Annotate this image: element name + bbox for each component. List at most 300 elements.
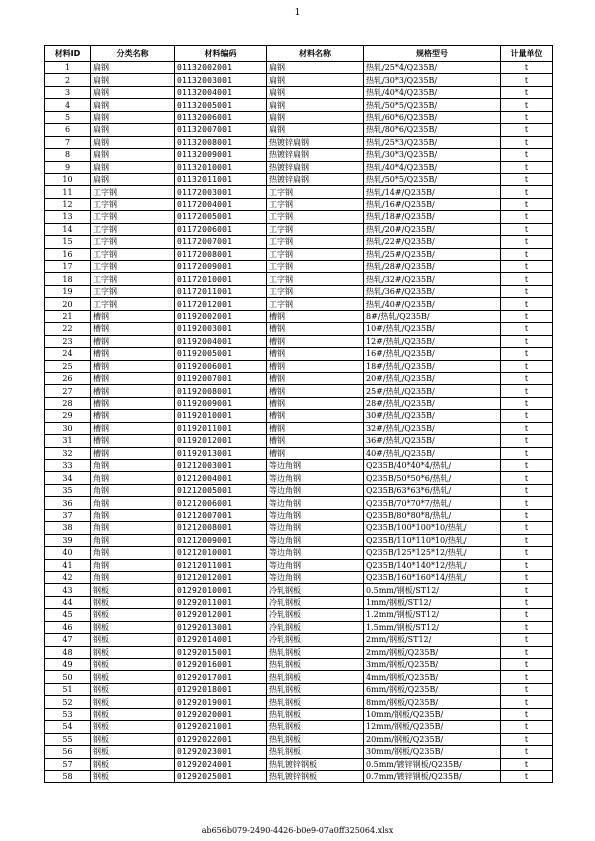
cell-material-name: 槽钢 [267,372,364,384]
cell-material-id: 11 [45,186,91,198]
cell-category-name: 扁钢 [91,74,175,86]
cell-material-name: 等边角钢 [267,534,364,546]
cell-material-id: 58 [45,770,91,782]
table-row [45,721,553,733]
table-row [45,634,553,646]
table-row [45,273,553,285]
cell-material-id: 40 [45,547,91,559]
table-row [45,696,553,708]
header-material-name: 材料名称 [267,46,364,62]
cell-material-id: 44 [45,596,91,608]
table-row [45,435,553,447]
cell-unit: t [501,410,553,422]
cell-material-id: 21 [45,310,91,322]
cell-material-name: 扁钢 [267,62,364,74]
table-row [45,323,553,335]
cell-unit: t [501,223,553,235]
table-row [45,74,553,86]
header-unit: 计量单位 [501,46,553,62]
cell-material-name: 等边角钢 [267,460,364,472]
cell-material-name: 等边角钢 [267,522,364,534]
cell-category-name: 工字钢 [91,298,175,310]
cell-material-name: 槽钢 [267,335,364,347]
cell-spec-model: 热轧/40*4/Q235B/ [364,86,501,98]
cell-category-name: 槽钢 [91,447,175,459]
cell-material-code: 01132007001 [175,124,267,136]
cell-spec-model: 热轧/40#/Q235B/ [364,298,501,310]
cell-category-name: 钢板 [91,758,175,770]
cell-category-name: 角钢 [91,497,175,509]
cell-unit: t [501,198,553,210]
cell-category-name: 角钢 [91,484,175,496]
cell-category-name: 扁钢 [91,124,175,136]
cell-unit: t [501,74,553,86]
table-row [45,310,553,322]
cell-spec-model: 20#/热轧/Q235B/ [364,372,501,384]
cell-material-name: 热镀锌扁钢 [267,161,364,173]
cell-material-code: 01212007001 [175,509,267,521]
cell-material-code: 01292012001 [175,609,267,621]
cell-material-code: 01212005001 [175,484,267,496]
cell-unit: t [501,484,553,496]
cell-material-name: 冷轧钢板 [267,621,364,633]
cell-category-name: 槽钢 [91,372,175,384]
table-row [45,198,553,210]
cell-material-id: 17 [45,261,91,273]
cell-material-code: 01132002001 [175,62,267,74]
cell-category-name: 槽钢 [91,435,175,447]
cell-spec-model: 32#/热轧/Q235B/ [364,422,501,434]
cell-category-name: 角钢 [91,547,175,559]
cell-material-name: 扁钢 [267,74,364,86]
cell-material-id: 35 [45,484,91,496]
table-row [45,708,553,720]
cell-material-name: 等边角钢 [267,509,364,521]
cell-unit: t [501,285,553,297]
cell-spec-model: 热轧/25*3/Q235B/ [364,136,501,148]
header-material-code: 材料编码 [175,46,267,62]
cell-material-id: 13 [45,211,91,223]
cell-material-code: 01292010001 [175,584,267,596]
cell-material-id: 37 [45,509,91,521]
cell-category-name: 槽钢 [91,310,175,322]
cell-material-code: 01192009001 [175,397,267,409]
cell-category-name: 钢板 [91,683,175,695]
cell-spec-model: 12mm/钢板/Q235B/ [364,721,501,733]
cell-material-code: 01172006001 [175,223,267,235]
cell-unit: t [501,522,553,534]
cell-material-name: 热轧钢板 [267,671,364,683]
table-row [45,460,553,472]
cell-material-id: 31 [45,435,91,447]
cell-unit: t [501,646,553,658]
cell-spec-model: Q235B/40*40*4/热轧/ [364,460,501,472]
cell-spec-model: 热轧/28#/Q235B/ [364,261,501,273]
cell-spec-model: 热轧/22#/Q235B/ [364,236,501,248]
table-row [45,173,553,185]
cell-material-name: 等边角钢 [267,571,364,583]
cell-material-id: 22 [45,323,91,335]
cell-spec-model: 热轧/40*4/Q235B/ [364,161,501,173]
table-row [45,236,553,248]
cell-material-code: 01172009001 [175,261,267,273]
cell-material-name: 槽钢 [267,360,364,372]
table-row [45,261,553,273]
cell-spec-model: 10mm/钢板/Q235B/ [364,708,501,720]
cell-spec-model: 热轧/30*3/Q235B/ [364,74,501,86]
cell-spec-model: 20mm/钢板/Q235B/ [364,733,501,745]
table-row [45,161,553,173]
table-row [45,136,553,148]
cell-material-id: 43 [45,584,91,596]
cell-material-name: 槽钢 [267,410,364,422]
cell-category-name: 角钢 [91,559,175,571]
table-row [45,385,553,397]
table-row [45,671,553,683]
cell-unit: t [501,770,553,782]
cell-material-id: 5 [45,111,91,123]
cell-unit: t [501,509,553,521]
table-row [45,522,553,534]
cell-material-code: 01172004001 [175,198,267,210]
cell-material-code: 01132005001 [175,99,267,111]
cell-spec-model: 25#/热轧/Q235B/ [364,385,501,397]
table-row [45,683,553,695]
table-row [45,534,553,546]
cell-material-code: 01292024001 [175,758,267,770]
cell-material-code: 01292022001 [175,733,267,745]
cell-unit: t [501,62,553,74]
cell-category-name: 钢板 [91,746,175,758]
cell-category-name: 扁钢 [91,149,175,161]
cell-spec-model: 8mm/钢板/Q235B/ [364,696,501,708]
cell-material-code: 01172003001 [175,186,267,198]
cell-spec-model: 热轧/18#/Q235B/ [364,211,501,223]
cell-material-code: 01132006001 [175,111,267,123]
cell-material-name: 热轧钢板 [267,721,364,733]
cell-spec-model: 18#/热轧/Q235B/ [364,360,501,372]
cell-unit: t [501,86,553,98]
cell-material-code: 01172007001 [175,236,267,248]
cell-category-name: 工字钢 [91,236,175,248]
cell-unit: t [501,534,553,546]
cell-material-code: 01192011001 [175,422,267,434]
cell-material-code: 01192002001 [175,310,267,322]
cell-spec-model: Q235B/100*100*10/热轧/ [364,522,501,534]
cell-material-code: 01192007001 [175,372,267,384]
cell-material-id: 10 [45,173,91,185]
cell-material-name: 工字钢 [267,236,364,248]
cell-category-name: 工字钢 [91,211,175,223]
cell-spec-model: 28#/热轧/Q235B/ [364,397,501,409]
cell-category-name: 角钢 [91,509,175,521]
cell-material-id: 18 [45,273,91,285]
cell-unit: t [501,397,553,409]
cell-material-code: 01172011001 [175,285,267,297]
table-row [45,248,553,260]
cell-unit: t [501,236,553,248]
table-row [45,746,553,758]
cell-unit: t [501,609,553,621]
cell-material-code: 01192008001 [175,385,267,397]
cell-material-code: 01132008001 [175,136,267,148]
cell-material-id: 24 [45,348,91,360]
table-row [45,372,553,384]
table-row [45,596,553,608]
table-row [45,447,553,459]
table-row [45,223,553,235]
cell-unit: t [501,435,553,447]
cell-material-name: 等边角钢 [267,484,364,496]
table-row [45,571,553,583]
cell-material-name: 等边角钢 [267,472,364,484]
cell-material-name: 槽钢 [267,348,364,360]
cell-material-name: 工字钢 [267,285,364,297]
cell-material-id: 19 [45,285,91,297]
cell-spec-model: 36#/热轧/Q235B/ [364,435,501,447]
cell-material-name: 槽钢 [267,422,364,434]
cell-material-name: 热镀锌扁钢 [267,136,364,148]
cell-material-name: 热轧钢板 [267,733,364,745]
cell-material-id: 15 [45,236,91,248]
cell-category-name: 工字钢 [91,186,175,198]
cell-material-id: 28 [45,397,91,409]
cell-material-code: 01212009001 [175,534,267,546]
table-header-row [45,46,553,62]
cell-unit: t [501,460,553,472]
table-row [45,186,553,198]
table-row [45,99,553,111]
cell-material-id: 2 [45,74,91,86]
table-row [45,770,553,782]
cell-category-name: 工字钢 [91,248,175,260]
cell-spec-model: 4mm/钢板/Q235B/ [364,671,501,683]
cell-unit: t [501,721,553,733]
cell-material-name: 热镀锌扁钢 [267,173,364,185]
cell-material-name: 冷轧钢板 [267,634,364,646]
cell-material-id: 3 [45,86,91,98]
cell-unit: t [501,111,553,123]
cell-material-id: 33 [45,460,91,472]
cell-unit: t [501,758,553,770]
table-row [45,124,553,136]
cell-unit: t [501,161,553,173]
table-row [45,149,553,161]
cell-category-name: 工字钢 [91,285,175,297]
cell-material-code: 01212008001 [175,522,267,534]
cell-spec-model: 16#/热轧/Q235B/ [364,348,501,360]
cell-material-id: 47 [45,634,91,646]
cell-material-code: 01292014001 [175,634,267,646]
cell-material-name: 等边角钢 [267,547,364,559]
cell-material-name: 冷轧钢板 [267,584,364,596]
cell-material-code: 01212006001 [175,497,267,509]
cell-category-name: 角钢 [91,534,175,546]
table-body [45,62,553,783]
cell-material-code: 01292023001 [175,746,267,758]
table-row [45,348,553,360]
cell-spec-model: 10#/热轧/Q235B/ [364,323,501,335]
cell-spec-model: 1.5mm/钢板/ST12/ [364,621,501,633]
cell-unit: t [501,559,553,571]
cell-material-name: 槽钢 [267,447,364,459]
table-row [45,497,553,509]
cell-spec-model: 热轧/30*3/Q235B/ [364,149,501,161]
cell-unit: t [501,99,553,111]
cell-spec-model: 热轧/20#/Q235B/ [364,223,501,235]
cell-unit: t [501,584,553,596]
cell-category-name: 钢板 [91,621,175,633]
cell-material-code: 01292011001 [175,596,267,608]
cell-spec-model: 热轧/60*6/Q235B/ [364,111,501,123]
cell-unit: t [501,472,553,484]
cell-material-code: 01192010001 [175,410,267,422]
cell-category-name: 钢板 [91,609,175,621]
cell-material-name: 扁钢 [267,111,364,123]
cell-material-name: 热镀锌扁钢 [267,149,364,161]
cell-material-id: 46 [45,621,91,633]
cell-unit: t [501,310,553,322]
cell-material-id: 48 [45,646,91,658]
cell-unit: t [501,211,553,223]
cell-material-code: 01192005001 [175,348,267,360]
cell-unit: t [501,136,553,148]
cell-material-name: 热轧镀锌钢板 [267,770,364,782]
cell-material-code: 01172012001 [175,298,267,310]
cell-material-name: 槽钢 [267,385,364,397]
cell-category-name: 扁钢 [91,62,175,74]
cell-material-id: 23 [45,335,91,347]
cell-material-name: 工字钢 [267,186,364,198]
cell-unit: t [501,708,553,720]
cell-material-id: 54 [45,721,91,733]
cell-unit: t [501,634,553,646]
cell-category-name: 槽钢 [91,348,175,360]
cell-material-id: 41 [45,559,91,571]
cell-material-code: 01212010001 [175,547,267,559]
cell-category-name: 槽钢 [91,397,175,409]
page-number: 1 [294,8,301,18]
cell-material-name: 扁钢 [267,99,364,111]
cell-unit: t [501,261,553,273]
cell-category-name: 角钢 [91,522,175,534]
cell-spec-model: Q235B/125*125*12/热轧/ [364,547,501,559]
cell-unit: t [501,683,553,695]
cell-category-name: 槽钢 [91,422,175,434]
cell-category-name: 钢板 [91,733,175,745]
cell-material-id: 32 [45,447,91,459]
cell-material-name: 槽钢 [267,397,364,409]
header-spec-model: 规格型号 [364,46,501,62]
cell-material-code: 01192003001 [175,323,267,335]
cell-material-name: 等边角钢 [267,559,364,571]
cell-material-code: 01192012001 [175,435,267,447]
cell-spec-model: 热轧/50*5/Q235B/ [364,99,501,111]
cell-spec-model: 8#/热轧/Q235B/ [364,310,501,322]
cell-material-name: 扁钢 [267,124,364,136]
table-row [45,559,553,571]
cell-spec-model: 热轧/25*4/Q235B/ [364,62,501,74]
cell-category-name: 钢板 [91,634,175,646]
cell-category-name: 槽钢 [91,335,175,347]
cell-material-name: 热轧钢板 [267,659,364,671]
cell-unit: t [501,696,553,708]
cell-material-id: 14 [45,223,91,235]
cell-material-name: 工字钢 [267,298,364,310]
cell-unit: t [501,372,553,384]
cell-material-id: 45 [45,609,91,621]
cell-material-name: 热轧钢板 [267,708,364,720]
cell-material-name: 工字钢 [267,248,364,260]
cell-unit: t [501,671,553,683]
cell-material-id: 52 [45,696,91,708]
cell-spec-model: 30mm/钢板/Q235B/ [364,746,501,758]
header-material-id: 材料ID [45,46,91,62]
cell-unit: t [501,497,553,509]
cell-category-name: 钢板 [91,770,175,782]
cell-spec-model: Q235B/80*80*8/热轧/ [364,509,501,521]
cell-material-name: 槽钢 [267,435,364,447]
cell-unit: t [501,621,553,633]
cell-category-name: 槽钢 [91,323,175,335]
cell-spec-model: 热轧/14#/Q235B/ [364,186,501,198]
cell-material-code: 01192004001 [175,335,267,347]
cell-material-id: 20 [45,298,91,310]
cell-unit: t [501,746,553,758]
cell-unit: t [501,596,553,608]
cell-spec-model: 1.2mm/钢板/ST12/ [364,609,501,621]
table-row [45,659,553,671]
cell-material-id: 55 [45,733,91,745]
cell-material-id: 53 [45,708,91,720]
cell-material-name: 槽钢 [267,323,364,335]
cell-category-name: 钢板 [91,671,175,683]
cell-spec-model: 2mm/钢板/Q235B/ [364,646,501,658]
cell-spec-model: Q235B/70*70*7/热轧/ [364,497,501,509]
cell-material-name: 槽钢 [267,310,364,322]
cell-material-code: 01212011001 [175,559,267,571]
table-row [45,422,553,434]
cell-material-id: 51 [45,683,91,695]
cell-material-name: 热轧镀锌钢板 [267,758,364,770]
cell-category-name: 扁钢 [91,136,175,148]
cell-material-code: 01212004001 [175,472,267,484]
cell-material-id: 26 [45,372,91,384]
table-row [45,758,553,770]
table-row [45,410,553,422]
cell-material-code: 01132009001 [175,149,267,161]
cell-material-code: 01132010001 [175,161,267,173]
cell-unit: t [501,273,553,285]
cell-category-name: 钢板 [91,659,175,671]
cell-spec-model: 热轧/16#/Q235B/ [364,198,501,210]
cell-material-id: 50 [45,671,91,683]
cell-material-code: 01292021001 [175,721,267,733]
cell-spec-model: 热轧/50*5/Q235B/ [364,173,501,185]
table-row [45,646,553,658]
table-row [45,547,553,559]
cell-spec-model: Q235B/160*160*14/热轧/ [364,571,501,583]
cell-spec-model: 12#/热轧/Q235B/ [364,335,501,347]
cell-unit: t [501,422,553,434]
cell-material-name: 工字钢 [267,211,364,223]
cell-material-id: 16 [45,248,91,260]
cell-material-id: 4 [45,99,91,111]
cell-material-id: 56 [45,746,91,758]
cell-unit: t [501,149,553,161]
table-row [45,584,553,596]
cell-material-code: 01292017001 [175,671,267,683]
